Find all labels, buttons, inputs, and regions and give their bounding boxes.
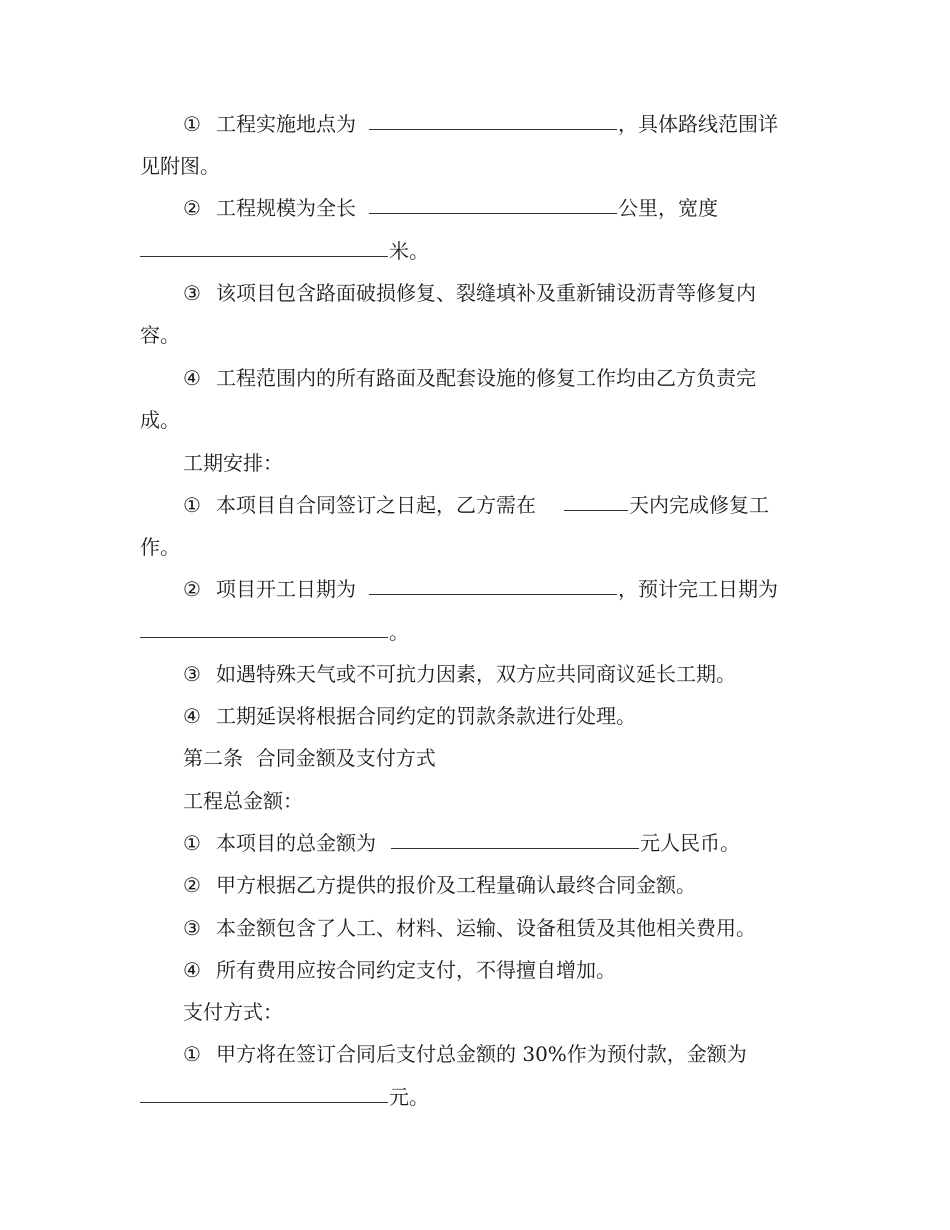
end-date-blank — [140, 617, 388, 638]
schedule-2-line-2 — [0, 617, 950, 647]
section-label: 工期安排： — [183, 451, 283, 475]
item-number: ③ — [183, 281, 201, 305]
item-number: ① — [183, 831, 201, 855]
clause-3-line-2 — [0, 320, 950, 350]
item-number: ④ — [183, 704, 201, 728]
amount-2 — [0, 870, 950, 900]
clause-text: 项目开工日期为 — [216, 577, 356, 601]
clause-text-after: ，预计完工日期为 — [618, 577, 778, 601]
item-number: ② — [183, 196, 201, 220]
payment-1-line-1 — [0, 1039, 950, 1069]
clause-2-line-2 — [0, 236, 950, 266]
schedule-1-line-1 — [0, 490, 950, 520]
total-amount-heading — [0, 786, 950, 816]
schedule-heading — [0, 448, 950, 478]
clause-text: 见附图。 — [140, 154, 220, 178]
length-blank — [369, 193, 617, 214]
amount-3 — [0, 913, 950, 943]
item-number: ① — [183, 493, 201, 517]
item-number: ② — [183, 577, 201, 601]
clause-4-line-1 — [0, 363, 950, 393]
width-blank — [140, 236, 388, 257]
item-number: ③ — [183, 662, 201, 686]
location-blank — [369, 109, 617, 130]
amount-4 — [0, 955, 950, 985]
clause-text: 如遇特殊天气或不可抗力因素，双方应共同商议延长工期。 — [216, 662, 736, 686]
clause-text: 甲方将在签订合同后支付总金额的 30%作为预付款，金额为 — [216, 1042, 747, 1066]
item-number: ③ — [183, 916, 201, 940]
article-2-heading — [0, 743, 950, 773]
clause-2-line-1 — [0, 193, 950, 223]
clause-text: 工程实施地点为 — [216, 112, 356, 136]
item-number: ② — [183, 873, 201, 897]
days-blank — [564, 490, 628, 511]
payment-1-line-2 — [0, 1082, 950, 1112]
schedule-3 — [0, 659, 950, 689]
amount-1 — [0, 828, 950, 858]
clause-text-after: 元。 — [389, 1085, 429, 1109]
clause-text: 本项目的总金额为 — [216, 831, 376, 855]
clause-1-line-2 — [0, 151, 950, 181]
item-number: ① — [183, 112, 201, 136]
item-number: ① — [183, 1042, 201, 1066]
clause-4-line-2 — [0, 405, 950, 435]
clause-text-after: 公里，宽度 — [618, 196, 718, 220]
start-date-blank — [369, 574, 617, 595]
clause-text-after: 元人民币。 — [640, 831, 740, 855]
payment-heading — [0, 997, 950, 1027]
clause-text-after: 米。 — [389, 239, 429, 263]
item-number: ④ — [183, 366, 201, 390]
clause-text-after: ，具体路线范围详 — [618, 112, 778, 136]
schedule-4 — [0, 701, 950, 731]
prepayment-amount-blank — [140, 1082, 388, 1103]
total-amount-blank — [391, 828, 639, 849]
section-label: 支付方式： — [183, 1000, 283, 1024]
schedule-2-line-1 — [0, 574, 950, 604]
clause-text: 作。 — [140, 535, 180, 559]
clause-1-line-1 — [0, 109, 950, 139]
clause-text: 成。 — [140, 408, 180, 432]
section-label: 工程总金额： — [183, 789, 303, 813]
schedule-1-line-2 — [0, 532, 950, 562]
clause-text: 甲方根据乙方提供的报价及工程量确认最终合同金额。 — [216, 873, 696, 897]
clause-text: 本金额包含了人工、材料、运输、设备租赁及其他相关费用。 — [216, 916, 756, 940]
clause-text-after: 天内完成修复工 — [629, 493, 769, 517]
clause-text: 该项目包含路面破损修复、裂缝填补及重新铺设沥青等修复内 — [216, 281, 756, 305]
clause-text: 工程范围内的所有路面及配套设施的修复工作均由乙方负责完 — [216, 366, 756, 390]
item-number: ④ — [183, 958, 201, 982]
clause-text: 容。 — [140, 323, 180, 347]
clause-text: 所有费用应按合同约定支付，不得擅自增加。 — [216, 958, 616, 982]
clause-text: 工期延误将根据合同约定的罚款条款进行处理。 — [216, 704, 636, 728]
article-title: 第二条 合同金额及支付方式 — [183, 746, 436, 770]
clause-3-line-1 — [0, 278, 950, 308]
clause-text: 工程规模为全长 — [216, 196, 356, 220]
clause-text: 本项目自合同签订之日起，乙方需在 — [216, 493, 536, 517]
clause-text-after: 。 — [389, 620, 409, 644]
